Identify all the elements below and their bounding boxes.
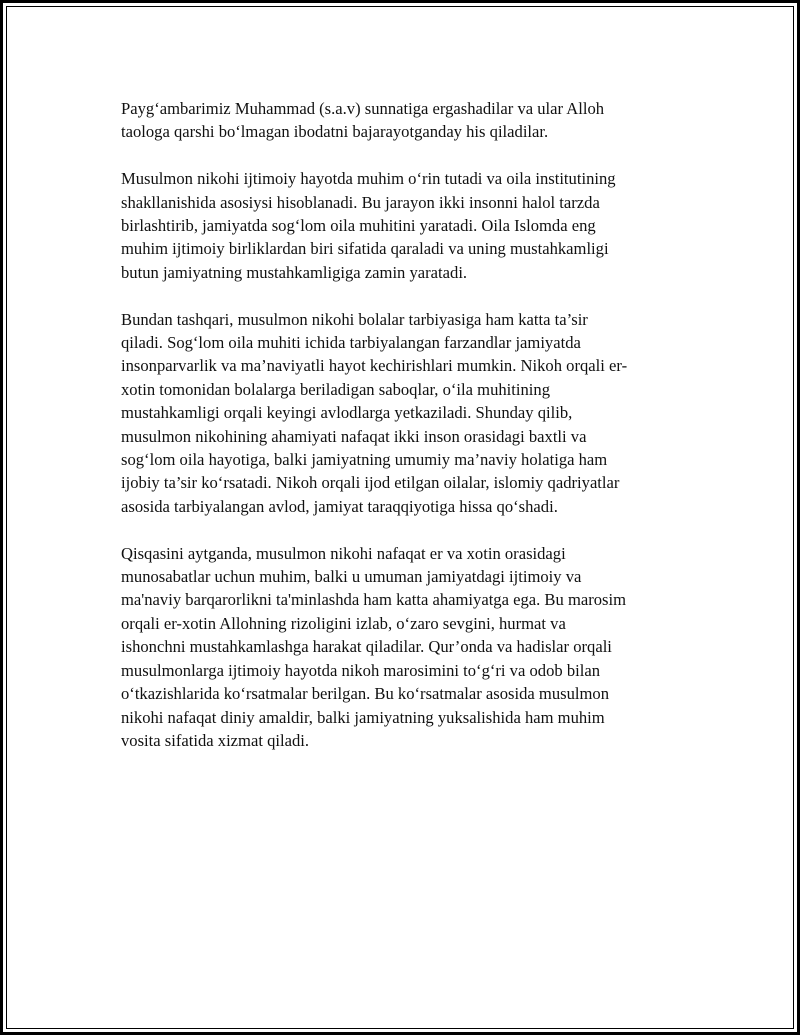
document-body [121,97,691,776]
paragraph-1: Payg‘ambarimiz Muhammad (s.a.v) sunnatiga ergashadilar va ular Alloh taologa qarshi bo‘lmagan ibodatni bajarayotganday his qiladilar. [121,99,605,142]
paragraph-3: Bundan tashqari, musulmon nikohi bolalar tarbiyasiga ham katta ta’sir qiladi. Sog‘lom oila muhiti ichida tarbiyalangan farzandlar jamiyatda insonparvarlik va ma’naviyatli hayot kechirishlari mumkin. Nikoh orqali er- xotin tomonidan bolalarga beriladigan saboqlar, o‘ila muhitining mustahkamligi orqali keyingi avlodlarga yetkaziladi. Shunday qilib, musulmon nikohining ahamiyati nafaqat ikki inson orasidagi baxtli va sog‘lom oila hayotiga, balki jamiyatning umumiy ma’naviy holatiga ham ijobiy ta’sir ko‘rsatadi. Nikoh orqali ijod etilgan oilalar, islomiy qadriyatlar asosida tarbiyalangan avlod, jamiyat taraqqiyotiga hissa qo‘shadi. [121,309,628,516]
paragraph-2: Musulmon nikohi ijtimoiy hayotda muhim o‘rin tutadi va oila institutining shakllanishida asosiysi hisoblanadi. Bu jarayon ikki insonni halol tarzda birlashtirib, jamiyatda sog‘lom oila muhitini yaratadi. Oila Islomda eng muhim ijtimoiy birliklardan biri sifatida qaraladi va uning mustahkamligi butun jamiyatning mustahkamligiga zamin yaratadi. [121,169,616,282]
paragraph-4: Qisqasini aytganda, musulmon nikohi nafaqat er va xotin orasidagi munosabatlar uchun muhim, balki u umuman jamiyatdagi ijtimoiy va ma'naviy barqarorlikni ta'minlashda ham katta ahamiyatga ega. Bu marosim orqali er-xotin Allohning rizoligini izlab, o‘zaro sevgini, hurmat va ishonchni mustahkamlashga harakat qiladilar. Qur’onda va hadislar orqali musulmonlarga ijtimoiy hayotda nikoh marosimini to‘g‘ri va odob bilan o‘tkazishlarida ko‘rsatmalar berilgan. Bu ko‘rsatmalar asosida musulmon nikohi nafaqat diniy amaldir, balki jamiyatning yuksalishida ham muhim vosita sifatida xizmat qiladi. [121,543,627,750]
